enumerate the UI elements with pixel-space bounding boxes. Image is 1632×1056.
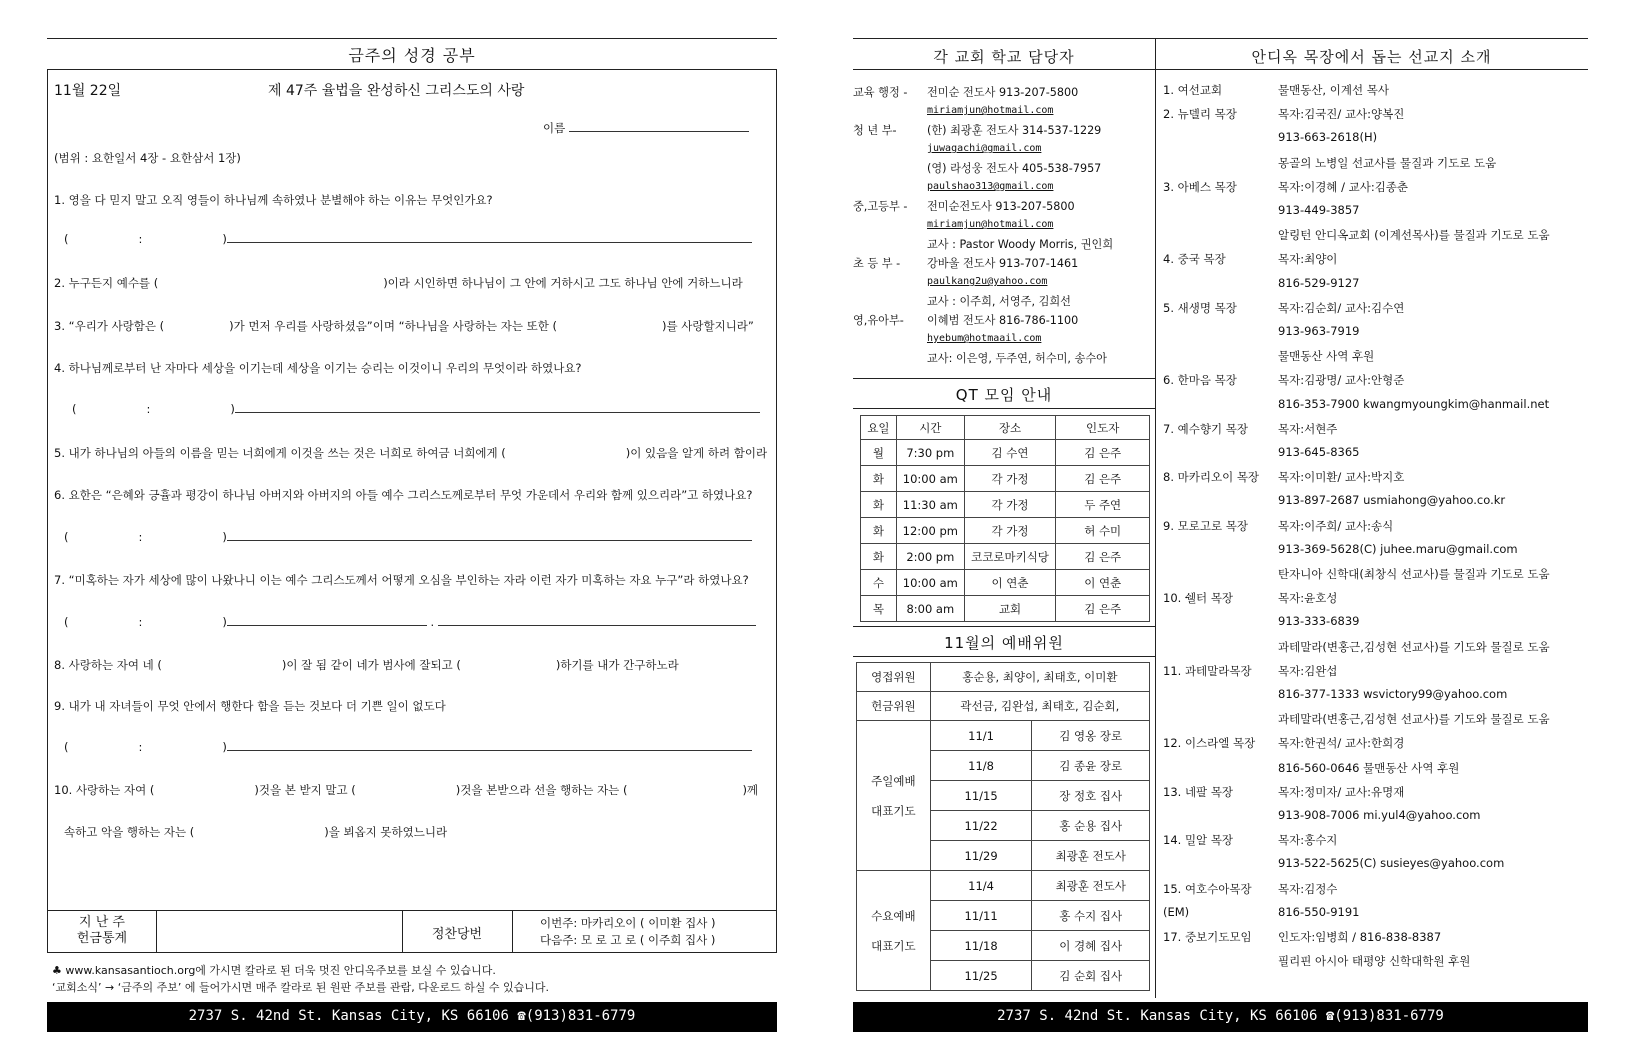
mission-item: 물맨동산 사역 후원 <box>1278 349 1375 364</box>
mission-item: 913-663-2618(H) <box>1278 130 1378 145</box>
staff-email[interactable]: miriamjun@hotmail.com <box>927 219 1054 230</box>
mission-item: 몽골의 노병일 선교사를 물질과 기도로 도움 <box>1278 155 1497 170</box>
qt-row: 목 8:00 am 교회 김 은주 <box>861 596 1150 622</box>
qt-row: 화 12:00 pm 각 가정 허 수미 <box>861 518 1150 544</box>
sunday-prayer-label: 주일예배 대표기도 <box>857 721 931 871</box>
qt-row: 화 2:00 pm 코코로마키식당 김 은주 <box>861 544 1150 570</box>
lesson-date: 11월 22일 <box>54 83 122 99</box>
staff-email[interactable]: hyebum@hotmaail.com <box>927 333 1042 344</box>
mission-item: 과테말라(변홍근,김성현 선교사)를 기도와 물질로 도움 <box>1278 712 1550 727</box>
question-10: 10. 사랑하는 자여 ( )것을 본 받지 말고 ( )것을 본받으라 선을 행하는 자는 ( )께 <box>54 783 759 797</box>
mission-item: 알링턴 안디옥교회 (이계선목사)를 물질과 기도로 도움 <box>1278 228 1550 243</box>
mission-item: 탄자니아 신학대(최창식 선교사)를 물질과 기도로 도움 <box>1278 567 1550 581</box>
offering-summary-row <box>47 911 777 953</box>
answer-line[interactable]: ( : ) . <box>64 615 764 629</box>
mission-item: 3. 아베스 목장 목자:이경혜 / 교사:김종춘 <box>1163 179 1409 194</box>
mission-item: 15. 여호수아목장 목자:김정수 <box>1163 881 1338 896</box>
mission-item: 913-963-7919 <box>1278 324 1360 338</box>
mission-item: 과테말라(변홍근,김성현 선교사)를 기도와 물질로 도움 <box>1278 639 1550 654</box>
footer-address-right: 2737 S. 42nd St. Kansas City, KS 66106 ☎(913)831-6779 <box>853 1002 1588 1032</box>
this-week-duty: 이번주: 마카리오이 ( 이미환 집사 ) <box>540 916 716 930</box>
note-download: ‘교회소식’ → ‘금주의 주보’ 에 들어가시면 매주 칼라로 된 원판 주보를 관람, 다운로드 하실 수 있습니다. <box>52 981 550 994</box>
section-title-bible-study: 금주의 성경 공부 <box>47 38 777 68</box>
mission-item: (EM) 816-550-9191 <box>1163 904 1360 919</box>
mission-item: 913-908-7006 mi.yul4@yahoo.com <box>1278 808 1481 822</box>
mission-item: 12. 이스라엘 목장 목자:한권석/ 교사:한희경 <box>1163 736 1405 751</box>
staff-email[interactable]: paulshao313@gmail.com <box>927 181 1054 192</box>
staff-youth-en: (영) 라성웅 전도사 405-538-7957 <box>927 162 1102 175</box>
staff-email[interactable]: juwagachi@gmail.com <box>927 143 1042 154</box>
staff-admin: 교육 행정 - 전미순 전도사 913-207-5800 <box>853 86 1079 99</box>
mission-item: 816-529-9127 <box>1278 275 1360 290</box>
mission-item: 8. 마카리오이 목장 목자:이미환/ 교사:박지호 <box>1163 470 1405 485</box>
qt-table <box>860 415 1150 622</box>
answer-line[interactable]: ( : ) <box>64 740 764 754</box>
question-5: 5. 내가 하나님의 아들의 이름을 믿는 너희에게 이것을 쓰는 것은 너희로 하여금 너희에게 ( )이 있음을 알게 하려 함이라 <box>54 446 768 460</box>
note-website: ♣ www.kansasantioch.org에 가시면 칼라로 된 더욱 멋진 안디옥주보를 보실 수 있습니다. <box>52 964 496 977</box>
mission-item: 13. 네팔 목장 목자:정미자/ 교사:유명재 <box>1163 784 1405 799</box>
next-week-duty: 다음주: 모 로 고 로 ( 이주희 집사 ) <box>540 933 716 947</box>
staff-highschool: 중,고등부 - 전미순전도사 913-207-5800 <box>853 200 1075 213</box>
qt-header: 요일 <box>861 416 897 440</box>
question-2: 2. 누구든지 예수를 ( )이라 시인하면 하나님이 그 안에 거하시고 그도 하나님 안에 거하느니라 <box>54 276 743 290</box>
mission-item: 5. 새생명 목장 목자:김순회/ 교사:김수연 <box>1163 300 1405 315</box>
mission-item: 11. 과테말라목장 목자:김완섭 <box>1163 663 1338 678</box>
qt-header: 시간 <box>896 416 964 440</box>
mission-item: 2. 뉴델리 목장 목자:김국진/ 교사:양복진 <box>1163 107 1405 122</box>
question-1: 1. 영을 다 믿지 말고 오직 영들이 하나님께 속하였나 분별해야 하는 이유는 무엇인가요? <box>54 193 493 207</box>
worship-table: 영접위원 홍순용, 최양이, 최태호, 이미환 헌금위원 곽선금, 김완섭, 최태호, 김순회, 주일예배 대표기도 11/1 김 영옹 장로 11/8 김 종윤 장로 11/15 장 정호 집사 11/22 홍 순용 집사 11/29 최광훈 전도사 수요예배 대표기도 11/4 최광훈 전도사 11/11 홍 수지 집사 11/18 이 경혜 집사 11/25 김 순회 집사 <box>856 662 1150 991</box>
staff-infant: 영,유아부- 이혜범 전도사 816-786-1100 <box>853 314 1079 327</box>
greeters-names: 홍순용, 최양이, 최태호, 이미환 <box>930 663 1149 692</box>
staff-elementary: 초 등 부 - 강바울 전도사 913-707-1461 <box>853 257 1079 270</box>
answer-line[interactable]: ( : ) <box>64 530 764 544</box>
question-8: 8. 사랑하는 자여 네 ( )이 잘 됨 같이 네가 범사에 잘되고 ( )하기를 내가 간구하노라 <box>54 658 679 672</box>
question-10-cont: 속하고 악을 행하는 자는 ( )을 뵈옵지 못하였느니라 <box>64 825 448 839</box>
mission-item: 7. 예수향기 목장 목자:서현주 <box>1163 421 1338 436</box>
mission-item: 17. 중보기도모임 인도자:임병희 / 816-838-8387 <box>1163 930 1442 944</box>
staff-teachers: 교사 : 이주희, 서영주, 김희선 <box>927 295 1071 308</box>
staff-teachers: 교사: 이은영, 두주연, 허수미, 송수아 <box>927 352 1107 365</box>
offering-stats-label: 지 난 주 헌금통계 <box>76 915 128 946</box>
mission-item: 6. 한마음 목장 목자:김광명/ 교사:안형준 <box>1163 373 1405 388</box>
mission-item: 816-560-0646 물맨동산 사역 후원 <box>1278 760 1460 775</box>
mission-item: 9. 모로고로 목장 목자:이주희/ 교사:송식 <box>1163 518 1394 533</box>
question-3: 3. “우리가 사랑함은 ( )가 먼저 우리를 사랑하셨음”이며 “하나님을 사랑하는 자는 또한 ( )를 사랑할지니라” <box>54 319 754 333</box>
mission-item: 4. 중국 목장 목자:최양이 <box>1163 252 1338 267</box>
qt-header: 인도자 <box>1056 416 1150 440</box>
footer-address-left: 2737 S. 42nd St. Kansas City, KS 66106 ☎(913)831-6779 <box>47 1002 777 1032</box>
mission-item: 필리핀 아시아 태평양 신학대학원 후원 <box>1278 954 1471 969</box>
offering-names: 곽선금, 김완섭, 최태호, 김순회, <box>930 692 1149 721</box>
meal-duty-schedule <box>540 915 716 949</box>
question-7: 7. “미혹하는 자가 세상에 많이 나왔나니 이는 예수 그리스도께서 어떻게 오심을 부인하는 자라 이런 자가 미혹하는 자요 누구”라 하였나요? <box>54 573 749 587</box>
mission-item: 913-333-6839 <box>1278 614 1360 629</box>
question-6: 6. 요한은 “은혜와 긍휼과 평강이 하나님 아버지와 아버지의 아들 예수 그리스도께로부터 무엇 가운데서 우리와 함께 있으리라”고 하였나요? <box>54 488 753 502</box>
qt-row: 화 11:30 am 각 가정 두 주연 <box>861 492 1150 518</box>
wednesday-prayer-label: 수요예배 대표기도 <box>857 871 931 991</box>
qt-row: 월 7:30 pm 김 수연 김 은주 <box>861 440 1150 466</box>
answer-line[interactable]: ( : ) <box>64 232 764 246</box>
worship-title: 11월의 예배위원 <box>944 634 1064 652</box>
staff-email[interactable]: miriamjun@hotmail.com <box>927 105 1054 116</box>
staff-email[interactable]: paulkang2u@yahoo.com <box>927 276 1048 287</box>
website-notes <box>52 962 782 996</box>
mission-item: 913-449-3857 <box>1278 203 1360 217</box>
mission-item: 816-353-7900 kwangmyoungkim@hanmail.net <box>1278 396 1550 411</box>
section-title-staff: 각 교회 학교 담당자 <box>933 48 1075 66</box>
mission-item: 913-522-5625(C) susieyes@yahoo.com <box>1278 856 1505 871</box>
lesson-title: 제 47주 율법을 완성하신 그리스도의 사랑 <box>268 83 525 99</box>
answer-line[interactable]: ( : ) <box>72 402 772 416</box>
mission-item: 816-377-1333 wsvictory99@yahoo.com <box>1278 687 1508 701</box>
section-title-missions: 안디옥 목장에서 돕는 선교지 소개 <box>1251 48 1492 66</box>
staff-youth: 청 년 부- (한) 최광훈 전도사 314-537-1229 <box>853 124 1102 137</box>
mission-item: 1. 여선교회 물맨동산, 이계선 목사 <box>1163 83 1389 97</box>
mission-item: 913-369-5628(C) juhee.maru@gmail.com <box>1278 541 1518 556</box>
quiz-box <box>47 69 777 911</box>
mission-item: 913-897-2687 usmiahong@yahoo.co.kr <box>1278 493 1506 508</box>
offering-label: 헌금위원 <box>857 692 931 721</box>
mission-item: 10. 쉘터 목장 목자:윤호성 <box>1163 591 1338 606</box>
mission-item: 14. 밀알 목장 목자:홍수지 <box>1163 833 1338 848</box>
qt-header: 장소 <box>964 416 1056 440</box>
question-4: 4. 하나님께로부터 난 자마다 세상을 이기는데 세상을 이기는 승리는 이것이니 우리의 무엇이라 하였나요? <box>54 361 582 375</box>
scope: (범위 : 요한일서 4장 - 요한삼서 1장) <box>54 151 241 165</box>
qt-row: 화 10:00 am 각 가정 김 은주 <box>861 466 1150 492</box>
name-label: 이름 <box>543 121 566 135</box>
mission-item: 913-645-8365 <box>1278 445 1360 459</box>
meal-duty-label: 정찬당번 <box>431 927 483 942</box>
name-field[interactable] <box>543 120 749 136</box>
greeters-label: 영접위원 <box>857 663 931 692</box>
staff-teachers: 교사 : Pastor Woody Morris, 권인희 <box>927 238 1114 251</box>
question-9: 9. 내가 내 자녀들이 무엇 안에서 행한다 함을 듣는 것보다 더 기쁜 일이 없도다 <box>54 699 446 713</box>
qt-row: 수 10:00 am 이 연춘 이 연춘 <box>861 570 1150 596</box>
qt-title: QT 모임 안내 <box>955 386 1053 404</box>
